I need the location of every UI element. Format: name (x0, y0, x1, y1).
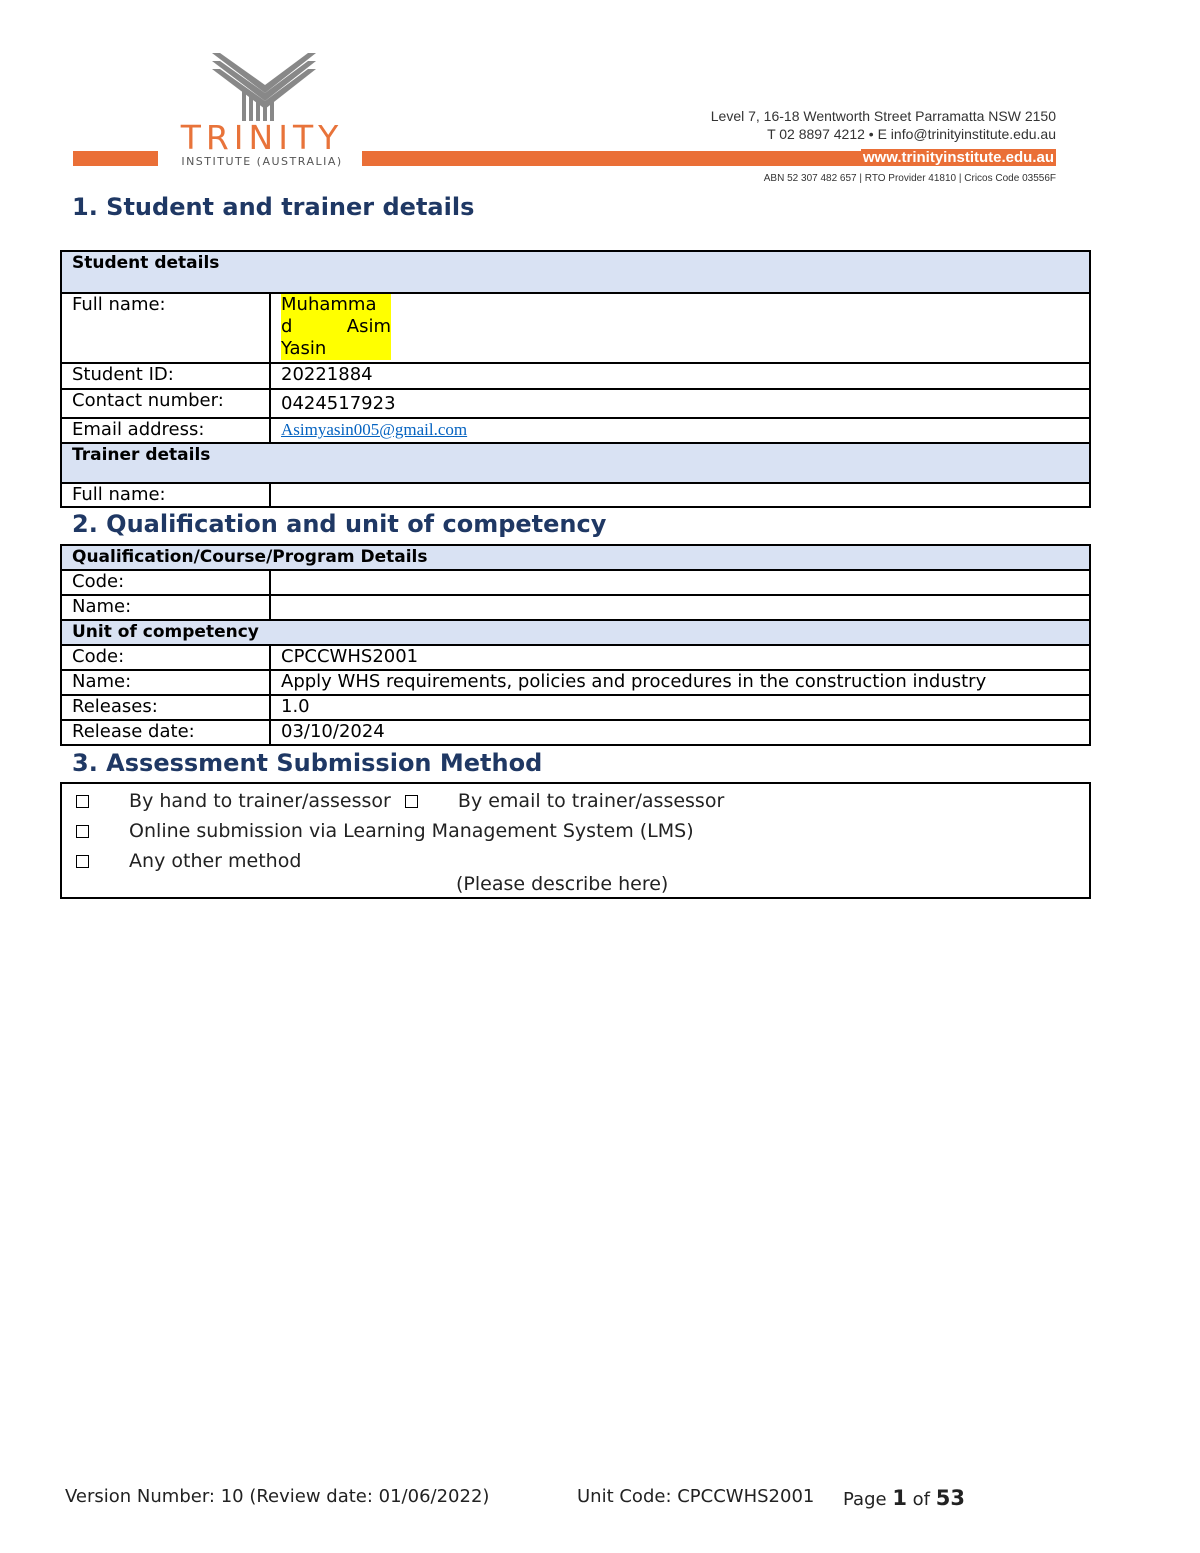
release-date-label: Release date: (61, 720, 270, 745)
full-name-label: Full name: (61, 293, 270, 363)
qualification-details-header: Qualification/Course/Program Details (61, 545, 1090, 570)
logo-subtitle: INSTITUTE (AUSTRALIA) (181, 155, 343, 168)
footer-unit-code: Unit Code: CPCCWHS2001 (577, 1486, 815, 1507)
unit-code-label: Code: (61, 645, 270, 670)
page-current: 1 (892, 1486, 907, 1510)
header-contact: T 02 8897 4212 • E info@trinityinstitute.edu.au (767, 126, 1056, 142)
full-name-line: Asim (346, 316, 391, 337)
qual-code-label: Code: (61, 570, 270, 595)
trainer-name-label: Full name: (61, 483, 270, 507)
section1-heading: 1. Student and trainer details (72, 193, 475, 221)
full-name-line: d (281, 316, 293, 337)
section2-heading: 2. Qualification and unit of competency (72, 510, 607, 538)
email-label: Email address: (61, 418, 270, 443)
qual-name-label: Name: (61, 595, 270, 620)
student-id-field[interactable]: 20221884 (270, 363, 1090, 389)
student-id-label: Student ID: (61, 363, 270, 389)
email-link[interactable]: Asimyasin005@gmail.com (281, 420, 468, 439)
qual-code-field[interactable] (270, 570, 1090, 595)
footer-version: Version Number: 10 (Review date: 01/06/2022) (65, 1486, 490, 1507)
footer-page-number (843, 1486, 965, 1510)
header-abn: ABN 52 307 482 657 | RTO Provider 41810 | Cricos Code 03556F (763, 173, 1056, 184)
contact-number-label: Contact number: (61, 389, 270, 418)
page-total: 53 (935, 1486, 965, 1510)
checkbox-hand[interactable] (76, 795, 89, 808)
option-email-label: By email to trainer/assessor (457, 790, 725, 812)
header-address: Level 7, 16-18 Wentworth Street Parramatta NSW 2150 (710, 108, 1056, 124)
header-accent-bar-left (73, 151, 158, 166)
releases-field[interactable]: 1.0 (270, 695, 1090, 720)
unit-name-field[interactable]: Apply WHS requirements, policies and procedures in the construction industry (270, 670, 1090, 695)
checkbox-other[interactable] (76, 855, 89, 868)
full-name-highlight (281, 294, 391, 360)
section3-heading: 3. Assessment Submission Method (72, 749, 543, 777)
page-prefix: Page (843, 1489, 887, 1510)
logo-wordmark: TRINITY (180, 118, 344, 157)
trainer-name-field[interactable] (270, 483, 1090, 507)
releases-label: Releases: (61, 695, 270, 720)
trainer-details-header: Trainer details (61, 443, 1090, 483)
student-trainer-table (60, 250, 1091, 508)
release-date-field[interactable]: 03/10/2024 (270, 720, 1090, 745)
qual-name-field[interactable] (270, 595, 1090, 620)
option-hand-label: By hand to trainer/assessor (129, 790, 391, 812)
unit-competency-header: Unit of competency (61, 620, 1090, 645)
student-details-header: Student details (61, 251, 1090, 293)
contact-number-field[interactable] (270, 389, 1090, 418)
checkbox-email[interactable] (405, 795, 418, 808)
checkbox-lms[interactable] (76, 825, 89, 838)
full-name-line: Yasin (281, 338, 327, 359)
contact-number-value: 0424517923 (281, 393, 396, 414)
email-field[interactable] (270, 418, 1090, 443)
page-of: of (912, 1489, 931, 1510)
full-name-field[interactable] (270, 293, 1090, 363)
option-other-label: Any other method (129, 850, 302, 872)
unit-code-field[interactable]: CPCCWHS2001 (270, 645, 1090, 670)
option-lms-label: Online submission via Learning Management System (LMS) (129, 820, 694, 842)
submission-method-box (60, 782, 1091, 899)
unit-name-label: Name: (61, 670, 270, 695)
describe-other-field[interactable]: (Please describe here) (456, 873, 669, 895)
full-name-line: Muhamma (281, 294, 377, 315)
qualification-table (60, 544, 1091, 746)
header-website-link[interactable]: www.trinityinstitute.edu.au (862, 149, 1054, 166)
